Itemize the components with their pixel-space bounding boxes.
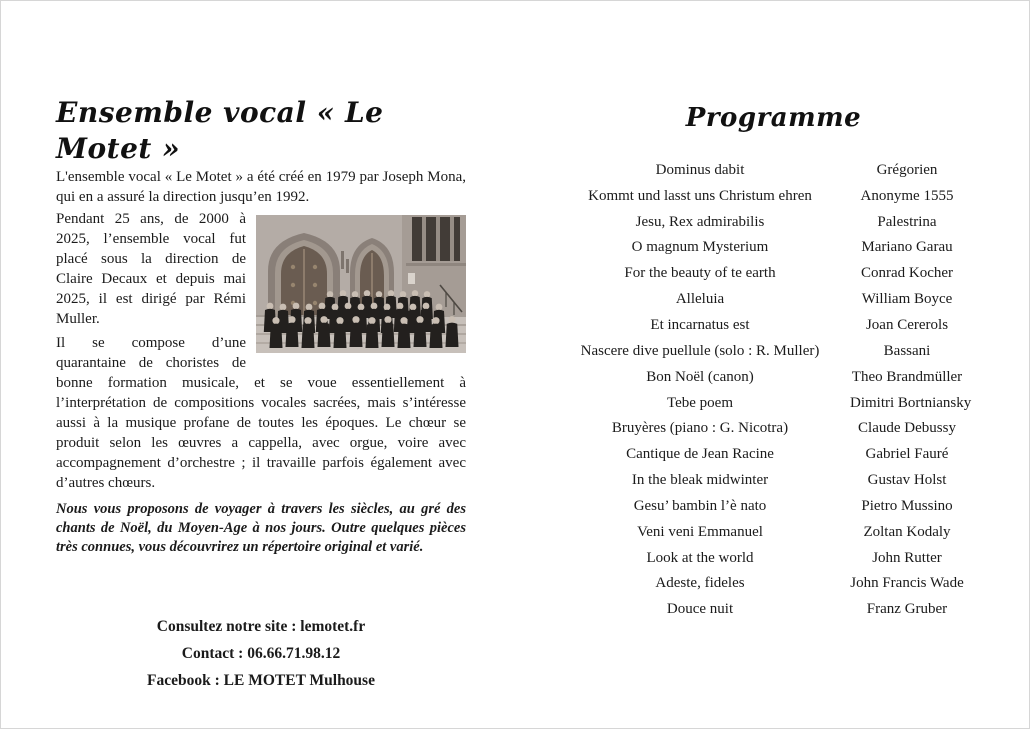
composer-name: Franz Gruber <box>866 601 948 618</box>
piece-title: Alleluia <box>675 291 725 308</box>
programme-row <box>516 157 1030 183</box>
programme-row <box>516 441 1030 467</box>
piece-title: In the bleak midwinter <box>631 472 769 489</box>
piece-title: Kommt und lasst uns Christum ehren <box>588 187 812 204</box>
piece-title: O magnum Mysterium <box>631 239 769 256</box>
piece-title: Veni veni Emmanuel <box>637 523 763 540</box>
composer-name: Grégorien <box>876 161 938 178</box>
programme-row <box>516 338 1030 364</box>
left-page <box>56 1 466 700</box>
composer-name: Palestrina <box>877 213 937 230</box>
programme-title: Programme <box>685 103 862 133</box>
programme-row <box>516 596 1030 622</box>
composition-paragraph: Il se compose d’une quarantaine de choristes de bonne formation musicale, et se voue essentiellement à l’interprétation de compositions vocales sacrées, mais s’intéresse aussi à la musique profane de toutes les époques. Le chœur se produit selon les œuvres a cappella, avec orgue, voire avec accompagnement d’orchestre ; il travaille parfois également avec d’autres chœurs. <box>56 335 466 491</box>
composer-name: John Rutter <box>872 549 942 566</box>
programme-row <box>516 183 1030 209</box>
composer-name: Joan Cererols <box>865 316 949 333</box>
programme-row <box>516 390 1030 416</box>
programme-row <box>516 312 1030 338</box>
programme-row <box>516 364 1030 390</box>
website-line: Consultez notre site : lemotet.fr <box>156 618 366 635</box>
piece-title: Et incarnatus est <box>650 316 750 333</box>
composer-name: William Boyce <box>861 291 953 308</box>
programme-row <box>516 415 1030 441</box>
ensemble-title: Ensemble vocal « Le Motet » <box>56 96 384 165</box>
piece-title: Bon Noël (canon) <box>646 368 754 385</box>
intro-paragraph: L'ensemble vocal « Le Motet » a été créé en 1979 par Joseph Mona, qui en a assuré la direction jusqu’en 1992. <box>56 169 466 205</box>
piece-title: Cantique de Jean Racine <box>626 446 774 463</box>
programme-row <box>516 467 1030 493</box>
programme-row <box>516 493 1030 519</box>
programme-row <box>516 571 1030 597</box>
direction-paragraph: Pendant 25 ans, de 2000 à 2025, l’ensemble vocal fut placé sous la direction de Claire Decaux et depuis mai 2025, il est dirigé par Rémi Muller. <box>56 211 246 327</box>
programme-row <box>516 209 1030 235</box>
composer-name: Mariano Garau <box>861 239 953 256</box>
right-page <box>516 1 1030 622</box>
contact-block <box>56 619 466 689</box>
composer-name: Zoltan Kodaly <box>863 523 951 540</box>
piece-title: For the beauty of te earth <box>624 265 776 282</box>
concert-presentation: Nous vous proposons de voyager à travers les siècles, au gré des chants de Noël, du Moyen-Age à nos jours. Outre quelques pièces très connues, vous découvrirez un répertoire original et varié. <box>56 501 466 555</box>
facebook-line: Facebook : LE MOTET Mulhouse <box>147 672 375 689</box>
choir-photo-illustration <box>256 215 466 353</box>
programme-row <box>516 260 1030 286</box>
programme-row <box>516 286 1030 312</box>
piece-title: Tebe poem <box>666 394 733 411</box>
composer-name: Gustav Holst <box>867 472 947 489</box>
programme-list <box>516 157 1030 622</box>
programme-row <box>516 235 1030 261</box>
composer-name: Conrad Kocher <box>860 265 954 282</box>
composer-name: Pietro Mussino <box>861 497 953 514</box>
programme-row <box>516 519 1030 545</box>
piece-title: Douce nuit <box>666 601 734 618</box>
composer-name: Anonyme 1555 <box>860 187 954 204</box>
piece-title: Look at the world <box>646 549 754 566</box>
piece-title: Nascere dive puellule (solo : R. Muller) <box>580 342 820 359</box>
piece-title: Dominus dabit <box>655 161 745 178</box>
composer-name: Claude Debussy <box>858 420 956 437</box>
composer-name: John Francis Wade <box>850 575 964 592</box>
history-section <box>56 209 466 493</box>
piece-title: Gesu’ bambin l’è nato <box>633 497 767 514</box>
composer-name: Bassani <box>883 342 931 359</box>
piece-title: Jesu, Rex admirabilis <box>635 213 765 230</box>
choir-photo <box>256 215 466 353</box>
piece-title: Bruyères (piano : G. Nicotra) <box>611 420 789 437</box>
phone-line: Contact : 06.66.71.98.12 <box>181 645 341 662</box>
composer-name: Dimitri Bortniansky <box>850 394 972 411</box>
piece-title: Adeste, fideles <box>655 575 745 592</box>
programme-row <box>516 545 1030 571</box>
composer-name: Theo Brandmüller <box>851 368 963 385</box>
composer-name: Gabriel Fauré <box>865 446 949 463</box>
